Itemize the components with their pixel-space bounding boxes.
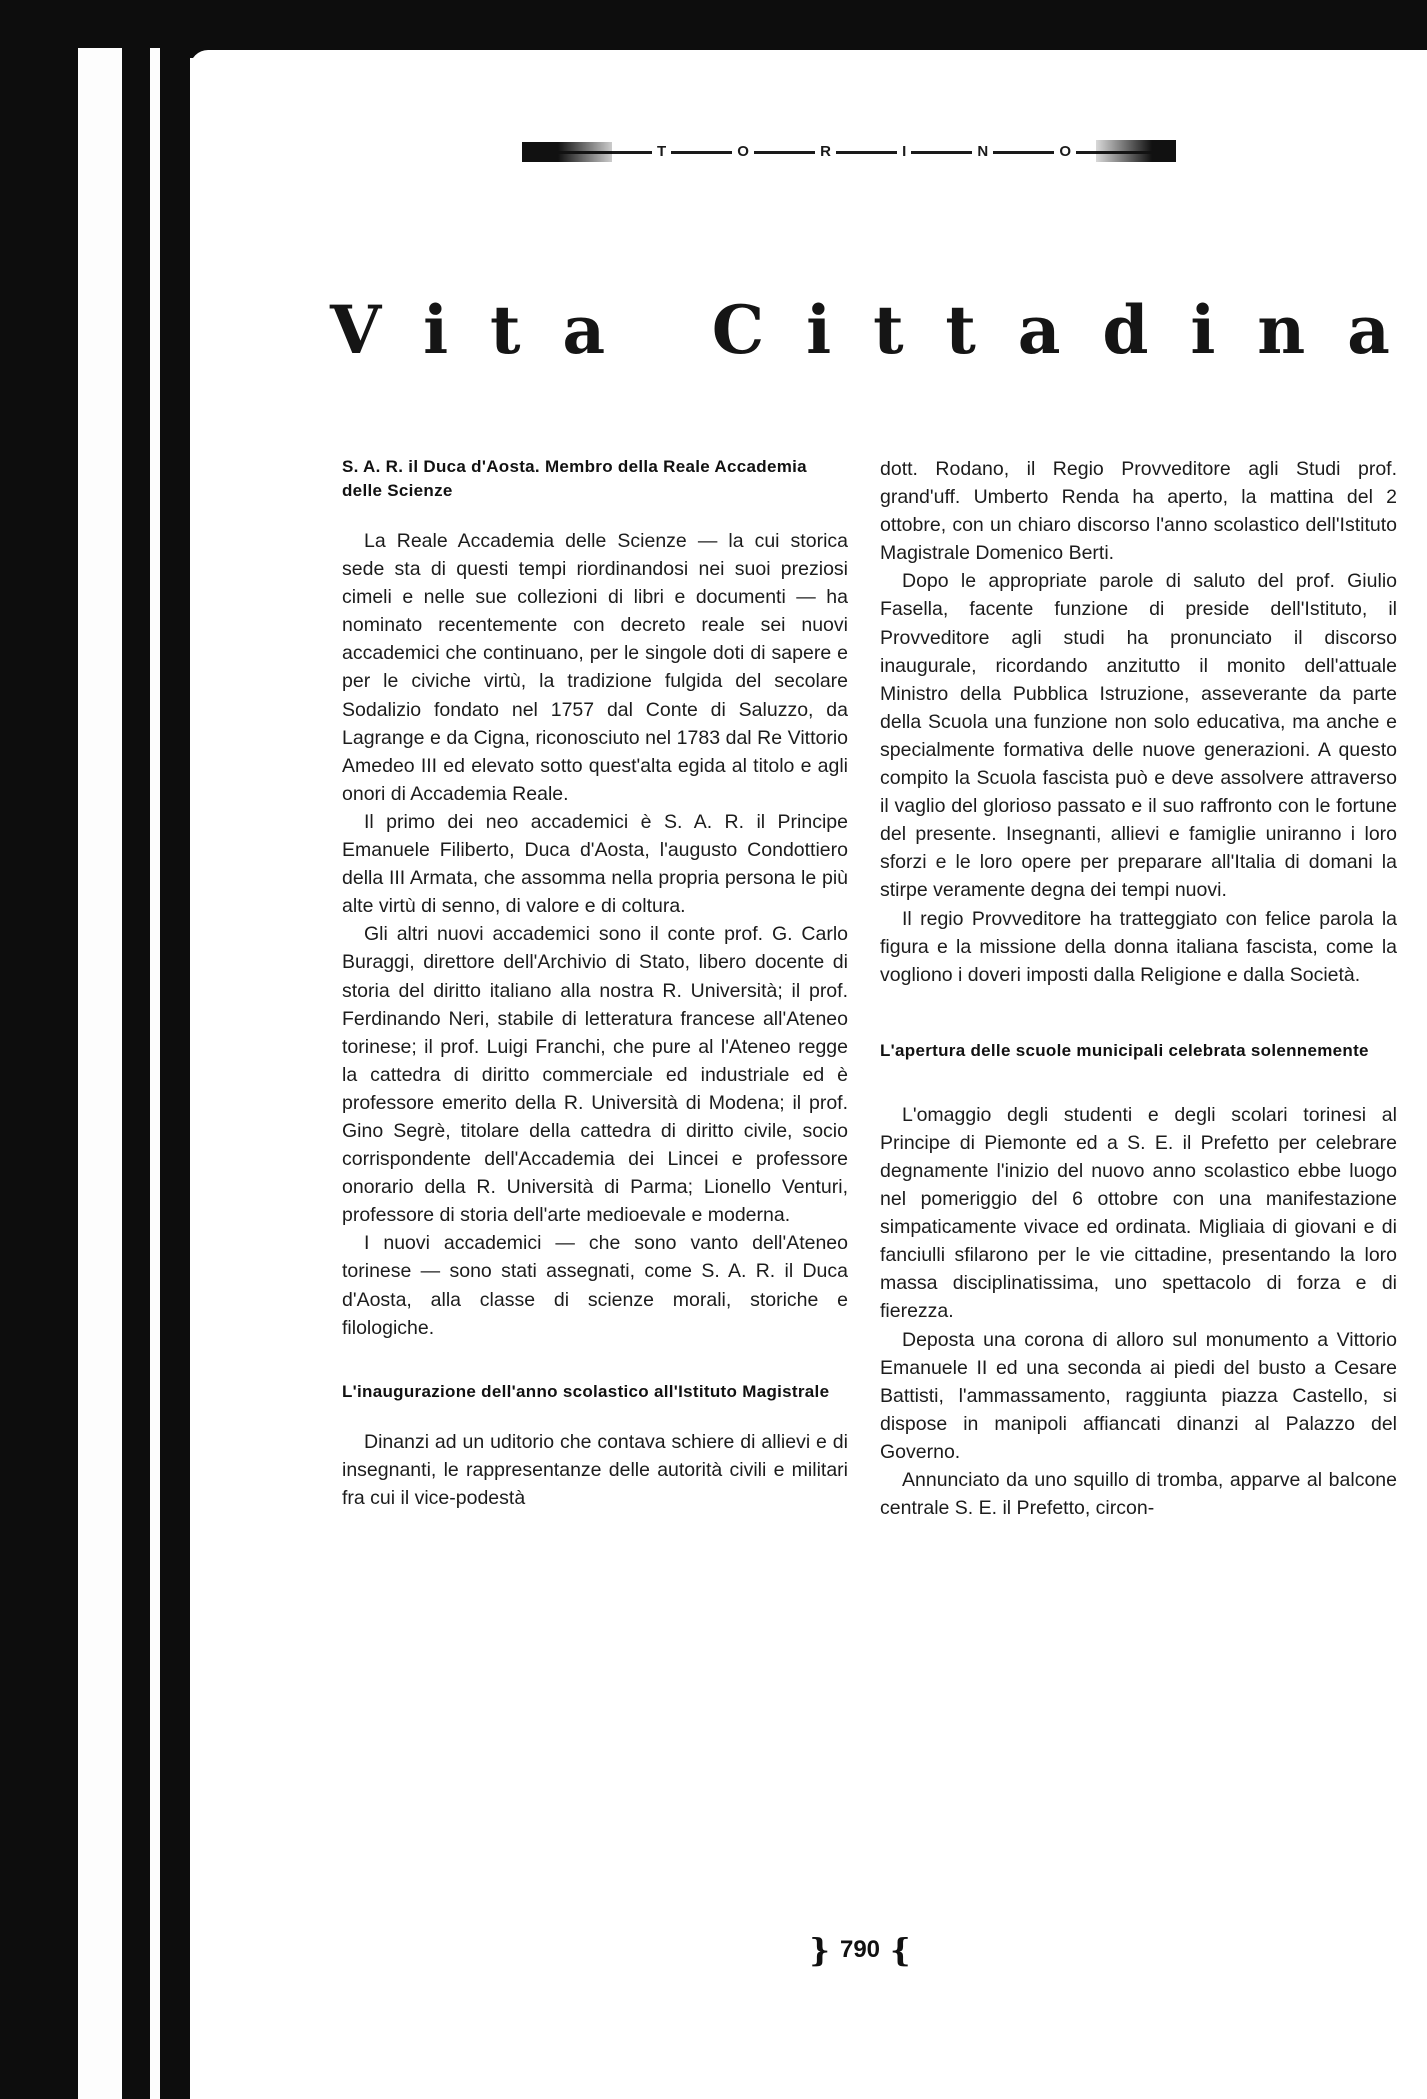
header-letter: O — [732, 143, 754, 160]
page-edge-line — [122, 48, 150, 2099]
title-letter: n — [1257, 291, 1306, 369]
page-number — [790, 1930, 930, 1970]
page-title — [330, 290, 1390, 370]
page-edge-line — [160, 48, 190, 2099]
page-number-value: 790 — [839, 1936, 881, 1963]
title-letter: d — [1102, 291, 1149, 369]
page-number-bracket-left: } — [809, 1931, 830, 1969]
header-letter: O — [1054, 143, 1076, 160]
article-paragraph: Gli altri nuovi accademici sono il conte prof. G. Carlo Buraggi, direttore dell'Archivio di Stato, libero docente di storia del diritto italiano alla nostra R. Università; il prof. Ferdinando Neri, stabile di letteratura francese all'Ateneo torinese; il prof. Luigi Franchi, che pure al l'Ateneo regge la cattedra di diritto commerciale ed industriale ed è professore emerito della R. Università di Modena; il prof. Gino Segrè, titolare della cattedra di diritto civile, socio corrispondente dell'Accademia dei Lincei e professore onorario della R. Università di Parma; Lionello Venturi, professore di storia dell'arte medioevale e moderna. — [342, 923, 848, 1227]
header-letters — [652, 140, 1076, 162]
header-letter: R — [815, 143, 836, 160]
article-column-right — [880, 455, 1397, 1522]
title-letter: i — [1190, 291, 1216, 369]
article-paragraph: I nuovi accademici — che sono vanto dell'Ateneo torinese — sono stati assegnati, come S. A. R. il Duca d'Aosta, alla classe di scienze morali, storiche e filologiche. — [342, 1232, 848, 1339]
title-letter: a — [1347, 291, 1390, 369]
title-letter: a — [562, 291, 606, 369]
title-letter: i — [806, 291, 832, 369]
section-header-band — [522, 140, 1176, 162]
article-paragraph: La Reale Accademia delle Scienze — la cui storica sede sta di questi tempi riordinandosi nei suoi preziosi cimeli e nelle sue collezioni di libri e documenti — ha nominato recentemente con decreto reale sei nuovi accademici che continuano, per le singole doti di sapere e per le civiche virtù, la tradizione fulgida del secolare Sodalizio fondato nel 1757 dal Conte di Saluzzo, da Lagrange e da Cigna, riconosciuto nel 1783 dal Re Vittorio Amedeo III ed elevato sotto quest'alta egida al titolo e agli onori di Accademia Reale. — [342, 530, 848, 805]
title-letter: V — [330, 291, 382, 369]
page-edge — [78, 48, 122, 2099]
page-edge — [150, 48, 160, 2099]
header-letter: N — [972, 143, 993, 160]
article-paragraph: dott. Rodano, il Regio Provveditore agli Studi prof. grand'uff. Umberto Renda ha aperto, la mattina del 2 ottobre, con un chiaro discorso l'anno scolastico dell'Istituto Magistrale Domenico Berti. — [880, 458, 1397, 565]
article-column-left — [342, 455, 848, 1512]
article-paragraph: Dopo le appropriate parole di saluto del prof. Giulio Fasella, facente funzione di preside dell'Istituto, il Provveditore agli studi ha pronunciato il discorso inaugurale, ricordando anzitutto il monito dell'attuale Ministro della Pubblica Istruzione, asseverante da parte della Scuola una funzione non solo educativa, ma anche e specialmente formativa delle nuove generazioni. A questo compito la Scuola fascista può e deve assolvere attraverso il vaglio del glorioso passato e il suo raffronto con le fortune del presente. Insegnanti, allievi e famiglie uniranno i loro sforzi e le loro opere per preparare all'Italia di domani la stirpe veramente degna dei tempi nuovi. — [880, 570, 1397, 902]
title-letter: t — [489, 291, 521, 369]
header-letter: T — [652, 143, 671, 160]
article-heading: L'apertura delle scuole municipali celebrata solennemente — [880, 1040, 1369, 1060]
article-paragraph: L'omaggio degli studenti e degli scolari torinesi al Principe di Piemonte ed a S. E. il Prefetto per celebrare degnamente l'inizio del nuovo anno scolastico ebbe luogo nel pomeriggio del 6 ottobre con una manifestazione simpaticamente vivace ed ordinata. Migliaia di giovani e di fanciulli sfilarono per le vie cittadine, presentando la loro massa disciplinatissima, uno spettacolo di forza e di fierezza. — [880, 1103, 1397, 1323]
title-letter: t — [945, 291, 976, 369]
title-space — [647, 291, 670, 369]
article-heading: L'inaugurazione dell'anno scolastico all'Istituto Magistrale — [342, 1381, 830, 1401]
header-ornament-left — [522, 142, 612, 162]
article-paragraph: Annunciato da uno squillo di tromba, apparve al balcone centrale S. E. il Prefetto, circon- — [880, 1469, 1397, 1520]
article-heading: S. A. R. il Duca d'Aosta. Membro della Reale Accademia delle Scienze — [342, 457, 807, 500]
article-paragraph: Il regio Provveditore ha tratteggiato con felice parola la figura e la missione della donna italiana fascista, come la vogliono i doveri imposti dalla Religione e dalla Società. — [880, 907, 1397, 986]
title-letter: C — [711, 291, 765, 369]
article-paragraph: Dinanzi ad un uditorio che contava schiere di allievi e di insegnanti, le rappresentanze delle autorità civili e militari fra cui il vice-podestà — [342, 1430, 848, 1509]
article-paragraph: Deposta una corona di alloro sul monumento a Vittorio Emanuele II ed una seconda ai piedi del busto a Cesare Battisti, l'ammassamento, raggiunta piazza Castello, si dispose in manipoli affiancati dinanzi al Palazzo del Governo. — [880, 1328, 1397, 1463]
article-paragraph: Il primo dei neo accademici è S. A. R. il Principe Emanuele Filiberto, Duca d'Aosta, l'augusto Condottiero della III Armata, che assomma nella propria persona le più alte virtù di senno, di valore e di coltura. — [342, 810, 848, 918]
title-letter: i — [423, 291, 449, 369]
title-letter: a — [1017, 291, 1061, 369]
header-letter: I — [897, 143, 911, 160]
page-number-bracket-right: { — [890, 1931, 911, 1969]
title-letter: t — [873, 291, 904, 369]
header-ornament-right — [1096, 140, 1176, 162]
scan-border-left — [0, 0, 78, 2099]
